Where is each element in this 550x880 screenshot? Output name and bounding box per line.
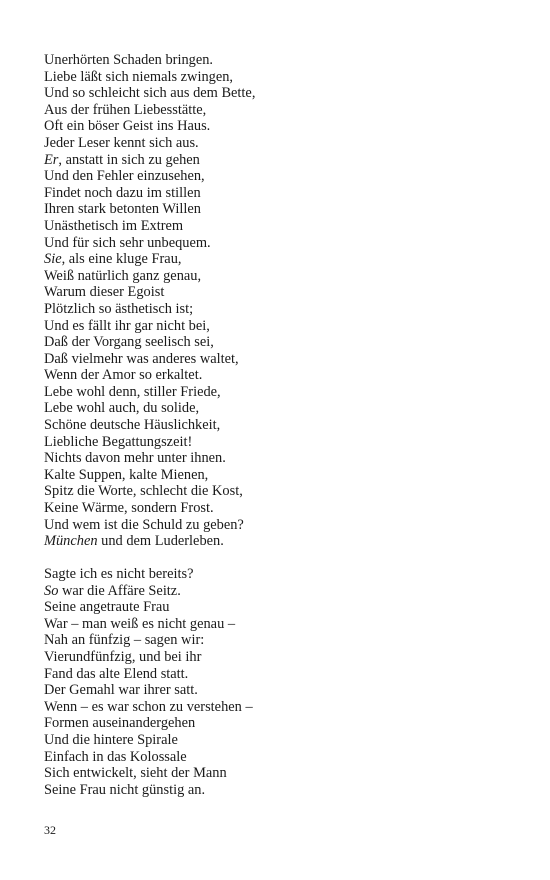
line-text: Vierundfünfzig, und bei ihr xyxy=(44,648,202,665)
poem-line xyxy=(44,201,514,218)
line-text: Findet noch dazu im stillen xyxy=(44,184,201,201)
poem-line xyxy=(44,632,514,649)
line-text: Warum dieser Egoist xyxy=(44,284,165,301)
line-text: , anstatt in sich zu gehen xyxy=(58,151,200,168)
line-text: Sagte ich es nicht bereits? xyxy=(44,566,194,582)
poem-line xyxy=(44,765,514,782)
line-text: Einfach in das Kolossale xyxy=(44,748,187,765)
line-text: Wenn – es war schon zu verstehen – xyxy=(44,698,253,715)
poem-line xyxy=(44,268,514,285)
poem-line xyxy=(44,732,514,749)
line-text: Wenn der Amor so erkaltet. xyxy=(44,367,203,384)
page-number: 32 xyxy=(44,823,56,837)
line-text: Plötzlich so ästhetisch ist; xyxy=(44,300,194,317)
line-text: Und den Fehler einzusehen, xyxy=(44,168,205,185)
poem-line xyxy=(44,434,514,451)
line-text: Und die hintere Spirale xyxy=(44,731,178,748)
poem-line xyxy=(44,235,514,252)
poem-line xyxy=(44,699,514,716)
poem-line xyxy=(44,384,514,401)
poem-line xyxy=(44,533,514,550)
line-text: Lebe wohl auch, du solide, xyxy=(44,400,200,417)
poem-line xyxy=(44,351,514,368)
poem-line xyxy=(44,102,514,119)
poem-line xyxy=(44,301,514,318)
stanza xyxy=(44,566,514,798)
poem-line xyxy=(44,118,514,135)
poem-line xyxy=(44,367,514,384)
line-text: Lebe wohl denn, stiller Friede, xyxy=(44,383,221,400)
poem-line xyxy=(44,318,514,335)
poem-line xyxy=(44,749,514,766)
poem-line xyxy=(44,52,514,69)
poem-line xyxy=(44,782,514,799)
line-text: , als eine kluge Frau, xyxy=(61,251,182,268)
poem-line xyxy=(44,85,514,102)
poem-line xyxy=(44,152,514,169)
poem-line xyxy=(44,467,514,484)
stanza-break xyxy=(44,550,514,566)
line-text: war die Affäre Seitz. xyxy=(58,582,181,599)
poem-line xyxy=(44,583,514,600)
emphasized-word: So xyxy=(44,582,59,599)
line-text: Der Gemahl war ihrer satt. xyxy=(44,682,198,699)
line-text: Nah an fünfzig – sagen wir: xyxy=(44,632,205,649)
poem-line xyxy=(44,599,514,616)
poem-line xyxy=(44,284,514,301)
poem-text xyxy=(44,52,514,798)
poem-line xyxy=(44,666,514,683)
emphasized-word: Sie xyxy=(44,251,62,268)
line-text: War – man weiß es nicht genau – xyxy=(44,615,236,632)
line-text: Seine angetraute Frau xyxy=(44,599,170,616)
poem-line xyxy=(44,334,514,351)
line-text: Nichts davon mehr unter ihnen. xyxy=(44,450,226,467)
line-text: Formen auseinandergehen xyxy=(44,715,196,732)
poem-line xyxy=(44,417,514,434)
line-text: Oft ein böser Geist ins Haus. xyxy=(44,118,211,135)
poem-line xyxy=(44,715,514,732)
line-text: Jeder Leser kennt sich aus. xyxy=(44,134,199,151)
poem-line xyxy=(44,649,514,666)
line-text: Und es fällt ihr gar nicht bei, xyxy=(44,317,210,334)
line-text: Daß vielmehr was anderes waltet, xyxy=(44,350,239,367)
poem-line xyxy=(44,218,514,235)
poem-line xyxy=(44,517,514,534)
emphasized-word: München xyxy=(44,533,98,550)
line-text: Kalte Suppen, kalte Mienen, xyxy=(44,466,209,483)
poem-line xyxy=(44,168,514,185)
line-text: Und für sich sehr unbequem. xyxy=(44,234,211,251)
poem-line xyxy=(44,616,514,633)
poem-line xyxy=(44,483,514,500)
poem-line xyxy=(44,450,514,467)
poem-line xyxy=(44,69,514,86)
line-text: Und so schleicht sich aus dem Bette, xyxy=(44,85,256,102)
line-text: Keine Wärme, sondern Frost. xyxy=(44,500,214,517)
line-text: Sich entwickelt, sieht der Mann xyxy=(44,765,227,782)
line-text: Spitz die Worte, schlecht die Kost, xyxy=(44,483,243,500)
line-text: Liebe läßt sich niemals zwingen, xyxy=(44,68,234,85)
line-text: Ihren stark betonten Willen xyxy=(44,201,202,218)
poem-line xyxy=(44,400,514,417)
line-text: Liebliche Begattungszeit! xyxy=(44,433,193,450)
line-text: Daß der Vorgang seelisch sei, xyxy=(44,334,214,351)
line-text: Weiß natürlich ganz genau, xyxy=(44,267,202,284)
poem-line xyxy=(44,135,514,152)
poem-line xyxy=(44,500,514,517)
line-text: Unerhörten Schaden bringen. xyxy=(44,52,214,68)
line-text: Und wem ist die Schuld zu geben? xyxy=(44,516,244,533)
poem-line xyxy=(44,185,514,202)
line-text: Unästhetisch im Extrem xyxy=(44,217,184,234)
poem-line xyxy=(44,251,514,268)
stanza xyxy=(44,52,514,550)
poem-line xyxy=(44,566,514,583)
emphasized-word: Er xyxy=(44,151,59,168)
line-text: und dem Luderleben. xyxy=(97,533,224,550)
poem-line xyxy=(44,682,514,699)
line-text: Seine Frau nicht günstig an. xyxy=(44,781,206,798)
line-text: Aus der frühen Liebesstätte, xyxy=(44,101,207,118)
line-text: Fand das alte Elend statt. xyxy=(44,665,189,682)
line-text: Schöne deutsche Häuslichkeit, xyxy=(44,417,221,434)
